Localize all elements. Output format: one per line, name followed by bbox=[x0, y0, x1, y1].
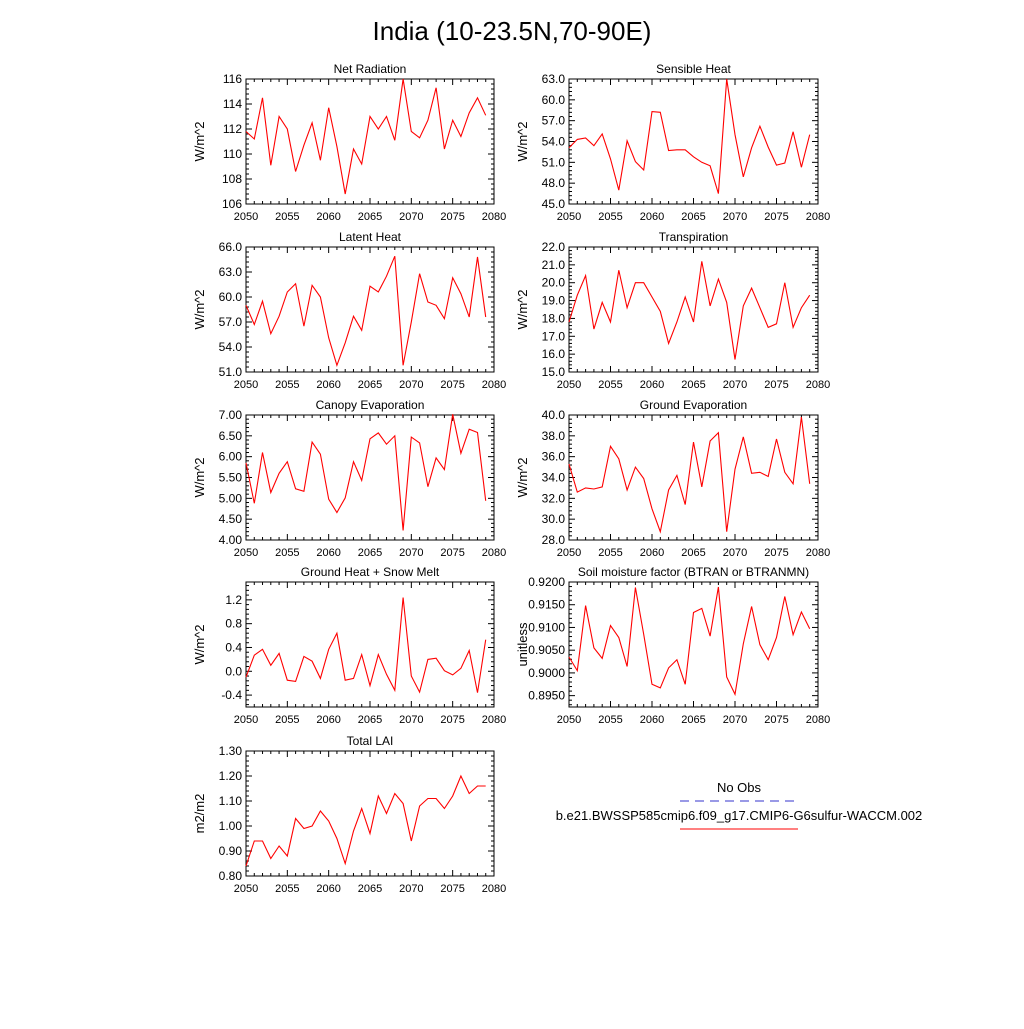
y-tick-label: 20.0 bbox=[541, 275, 565, 290]
y-tick-label: 1.00 bbox=[218, 819, 242, 833]
y-tick-label: 32.0 bbox=[541, 491, 565, 506]
x-tick-label: 2050 bbox=[233, 883, 259, 895]
x-tick-label: 2075 bbox=[440, 714, 465, 726]
y-axis-label: unitless bbox=[515, 622, 530, 667]
y-tick-label: 6.50 bbox=[218, 428, 242, 443]
panel-title: Soil moisture factor (BTRAN or BTRANMN) bbox=[577, 565, 810, 579]
y-tick-label: 0.4 bbox=[225, 640, 242, 655]
x-tick-label: 2055 bbox=[275, 883, 300, 895]
y-tick-label: 16.0 bbox=[541, 347, 565, 362]
x-tick-label: 2055 bbox=[598, 211, 623, 223]
x-tick-label: 2065 bbox=[357, 714, 383, 726]
x-tick-label: 2055 bbox=[275, 379, 300, 391]
y-tick-label: 0.9100 bbox=[528, 620, 565, 635]
x-tick-label: 2060 bbox=[639, 379, 665, 391]
x-tick-label: 2080 bbox=[805, 211, 831, 223]
y-tick-label: 1.10 bbox=[218, 794, 242, 808]
y-tick-label: 0.9000 bbox=[528, 665, 565, 680]
panel-title: Net Radiation bbox=[333, 62, 407, 76]
x-tick-label: 2070 bbox=[399, 714, 424, 726]
series-line bbox=[569, 587, 810, 694]
y-tick-label: 1.20 bbox=[218, 769, 242, 783]
y-tick-label: 17.0 bbox=[541, 329, 565, 344]
x-tick-label: 2070 bbox=[399, 211, 424, 223]
legend-obs-label: No Obs bbox=[716, 780, 762, 795]
y-tick-label: 63.0 bbox=[541, 72, 565, 86]
x-tick-label: 2050 bbox=[233, 714, 259, 726]
x-tick-label: 2080 bbox=[481, 547, 507, 559]
y-tick-label: 4.00 bbox=[218, 533, 242, 547]
y-tick-label: 30.0 bbox=[541, 512, 565, 527]
y-tick-label: 106 bbox=[221, 197, 242, 211]
chart-panel-7 bbox=[192, 565, 506, 726]
chart-panel-9 bbox=[192, 734, 506, 895]
y-tick-label: 48.0 bbox=[541, 176, 565, 191]
y-axis-label: W/m^2 bbox=[192, 457, 207, 498]
x-tick-label: 2060 bbox=[316, 379, 341, 391]
panels bbox=[192, 62, 830, 895]
y-tick-label: 108 bbox=[221, 172, 242, 186]
y-tick-label: 19.0 bbox=[541, 293, 565, 308]
x-tick-label: 2080 bbox=[481, 714, 507, 726]
panel-title: Canopy Evaporation bbox=[315, 398, 425, 412]
x-tick-label: 2050 bbox=[556, 547, 582, 559]
chart-panel-8 bbox=[515, 565, 830, 726]
y-tick-label: 0.9200 bbox=[528, 575, 565, 589]
panel-title: Total LAI bbox=[346, 734, 394, 748]
y-tick-label: 66.0 bbox=[218, 240, 242, 254]
series-line bbox=[569, 261, 810, 359]
x-tick-label: 2070 bbox=[399, 379, 424, 391]
panel-title: Ground Heat + Snow Melt bbox=[300, 565, 440, 579]
y-tick-label: 21.0 bbox=[541, 257, 565, 272]
chart-panel-2 bbox=[515, 62, 830, 223]
panel-title: Transpiration bbox=[658, 230, 729, 244]
y-tick-label: 0.90 bbox=[218, 844, 242, 858]
x-tick-label: 2070 bbox=[722, 547, 748, 559]
series-line bbox=[246, 414, 486, 530]
x-tick-label: 2070 bbox=[399, 883, 424, 895]
y-tick-label: 57.0 bbox=[541, 113, 565, 128]
y-axis-label: W/m^2 bbox=[515, 121, 530, 162]
y-tick-label: 110 bbox=[222, 147, 242, 161]
y-tick-label: 114 bbox=[222, 97, 242, 111]
y-tick-label: 0.9050 bbox=[528, 643, 565, 658]
y-tick-label: 0.8 bbox=[225, 616, 242, 631]
x-tick-label: 2075 bbox=[440, 547, 465, 559]
legend-case-label: b.e21.BWSSP585cmip6.f09_g17.CMIP6-G6sulfur-WACCM.002 bbox=[555, 808, 923, 823]
x-tick-label: 2065 bbox=[357, 211, 383, 223]
x-tick-label: 2075 bbox=[440, 211, 465, 223]
y-axis-label: W/m^2 bbox=[192, 289, 207, 330]
plot-frame bbox=[569, 415, 818, 540]
y-axis-label: W/m^2 bbox=[515, 289, 530, 330]
series-line bbox=[569, 79, 810, 194]
plot-frame bbox=[569, 582, 818, 707]
x-tick-label: 2055 bbox=[598, 379, 623, 391]
x-tick-label: 2075 bbox=[440, 379, 465, 391]
x-tick-label: 2055 bbox=[275, 211, 300, 223]
y-tick-label: 28.0 bbox=[541, 533, 565, 547]
x-tick-label: 2065 bbox=[357, 379, 383, 391]
x-tick-label: 2050 bbox=[556, 379, 582, 391]
x-tick-label: 2060 bbox=[639, 547, 665, 559]
panel-title: Ground Evaporation bbox=[639, 398, 748, 412]
legend bbox=[556, 780, 923, 829]
y-tick-label: 0.0 bbox=[225, 664, 242, 679]
series-line bbox=[246, 776, 486, 866]
y-axis-label: W/m^2 bbox=[192, 121, 207, 162]
y-tick-label: 60.0 bbox=[218, 290, 242, 304]
x-tick-label: 2055 bbox=[275, 714, 300, 726]
y-tick-label: 40.0 bbox=[541, 408, 565, 422]
y-tick-label: 112 bbox=[222, 122, 242, 136]
x-tick-label: 2070 bbox=[722, 211, 748, 223]
x-tick-label: 2065 bbox=[357, 883, 383, 895]
y-tick-label: 54.0 bbox=[218, 340, 242, 354]
x-tick-label: 2060 bbox=[316, 714, 341, 726]
x-tick-label: 2075 bbox=[764, 211, 789, 223]
y-tick-label: 51.0 bbox=[218, 365, 242, 379]
x-tick-label: 2050 bbox=[233, 379, 259, 391]
x-tick-label: 2055 bbox=[275, 547, 300, 559]
x-tick-label: 2060 bbox=[316, 211, 341, 223]
plot-frame bbox=[246, 751, 494, 876]
series-line bbox=[246, 79, 486, 194]
x-tick-label: 2060 bbox=[316, 883, 341, 895]
y-tick-label: -0.4 bbox=[221, 688, 242, 703]
y-axis-label: m2/m2 bbox=[192, 793, 207, 834]
x-tick-label: 2050 bbox=[556, 714, 582, 726]
y-tick-label: 7.00 bbox=[218, 408, 242, 422]
x-tick-label: 2080 bbox=[805, 714, 831, 726]
x-tick-label: 2080 bbox=[481, 379, 507, 391]
plot-frame bbox=[246, 79, 494, 204]
y-tick-label: 116 bbox=[222, 72, 242, 86]
x-tick-label: 2075 bbox=[764, 379, 789, 391]
y-tick-label: 5.00 bbox=[218, 491, 242, 506]
x-tick-label: 2055 bbox=[598, 547, 623, 559]
figure-title: India (10-23.5N,70-90E) bbox=[372, 16, 652, 46]
y-tick-label: 22.0 bbox=[541, 240, 565, 254]
plot-frame bbox=[569, 247, 818, 372]
x-tick-label: 2050 bbox=[233, 547, 259, 559]
x-tick-label: 2065 bbox=[681, 379, 706, 391]
y-tick-label: 0.8950 bbox=[528, 688, 565, 703]
y-axis-label: W/m^2 bbox=[192, 624, 207, 665]
y-tick-label: 38.0 bbox=[541, 428, 565, 443]
x-tick-label: 2065 bbox=[681, 714, 706, 726]
panel-title: Sensible Heat bbox=[656, 62, 731, 76]
x-tick-label: 2065 bbox=[681, 211, 706, 223]
chart-panel-4 bbox=[515, 230, 830, 391]
y-tick-label: 0.9150 bbox=[528, 597, 565, 612]
x-tick-label: 2065 bbox=[681, 547, 706, 559]
x-tick-label: 2055 bbox=[598, 714, 623, 726]
x-tick-label: 2080 bbox=[805, 547, 831, 559]
plot-frame bbox=[246, 582, 494, 707]
y-tick-label: 34.0 bbox=[541, 470, 565, 485]
x-tick-label: 2060 bbox=[639, 211, 665, 223]
y-tick-label: 0.80 bbox=[218, 869, 242, 883]
series-line bbox=[246, 598, 486, 693]
x-tick-label: 2080 bbox=[805, 379, 831, 391]
y-tick-label: 57.0 bbox=[218, 315, 242, 329]
panel-title: Latent Heat bbox=[338, 230, 402, 244]
y-tick-label: 36.0 bbox=[541, 449, 565, 464]
x-tick-label: 2070 bbox=[722, 714, 748, 726]
y-tick-label: 51.0 bbox=[541, 155, 565, 170]
x-tick-label: 2060 bbox=[639, 714, 665, 726]
y-tick-label: 45.0 bbox=[541, 197, 565, 211]
plot-frame bbox=[569, 79, 818, 204]
y-tick-label: 15.0 bbox=[541, 365, 565, 379]
x-tick-label: 2075 bbox=[440, 883, 465, 895]
y-tick-label: 4.50 bbox=[218, 512, 242, 527]
y-axis-label: W/m^2 bbox=[515, 457, 530, 498]
plot-frame bbox=[246, 247, 494, 372]
x-tick-label: 2050 bbox=[233, 211, 259, 223]
chart-panel-3 bbox=[192, 230, 506, 391]
y-tick-label: 1.2 bbox=[225, 592, 242, 607]
y-tick-label: 60.0 bbox=[541, 92, 565, 107]
y-tick-label: 54.0 bbox=[541, 134, 565, 149]
x-tick-label: 2075 bbox=[764, 547, 789, 559]
y-tick-label: 1.30 bbox=[218, 744, 242, 758]
x-tick-label: 2070 bbox=[722, 379, 748, 391]
x-tick-label: 2060 bbox=[316, 547, 341, 559]
x-tick-label: 2080 bbox=[481, 883, 507, 895]
x-tick-label: 2075 bbox=[764, 714, 789, 726]
chart-panel-6 bbox=[515, 398, 830, 559]
y-tick-label: 18.0 bbox=[541, 311, 565, 326]
chart-panel-5 bbox=[192, 398, 506, 559]
y-tick-label: 6.00 bbox=[218, 449, 242, 464]
x-tick-label: 2080 bbox=[481, 211, 507, 223]
x-tick-label: 2050 bbox=[556, 211, 582, 223]
y-tick-label: 63.0 bbox=[218, 265, 242, 279]
series-line bbox=[246, 256, 486, 365]
y-tick-label: 5.50 bbox=[218, 470, 242, 485]
x-tick-label: 2070 bbox=[399, 547, 424, 559]
series-line bbox=[569, 417, 810, 532]
x-tick-label: 2065 bbox=[357, 547, 383, 559]
chart-panel-1 bbox=[192, 62, 506, 223]
